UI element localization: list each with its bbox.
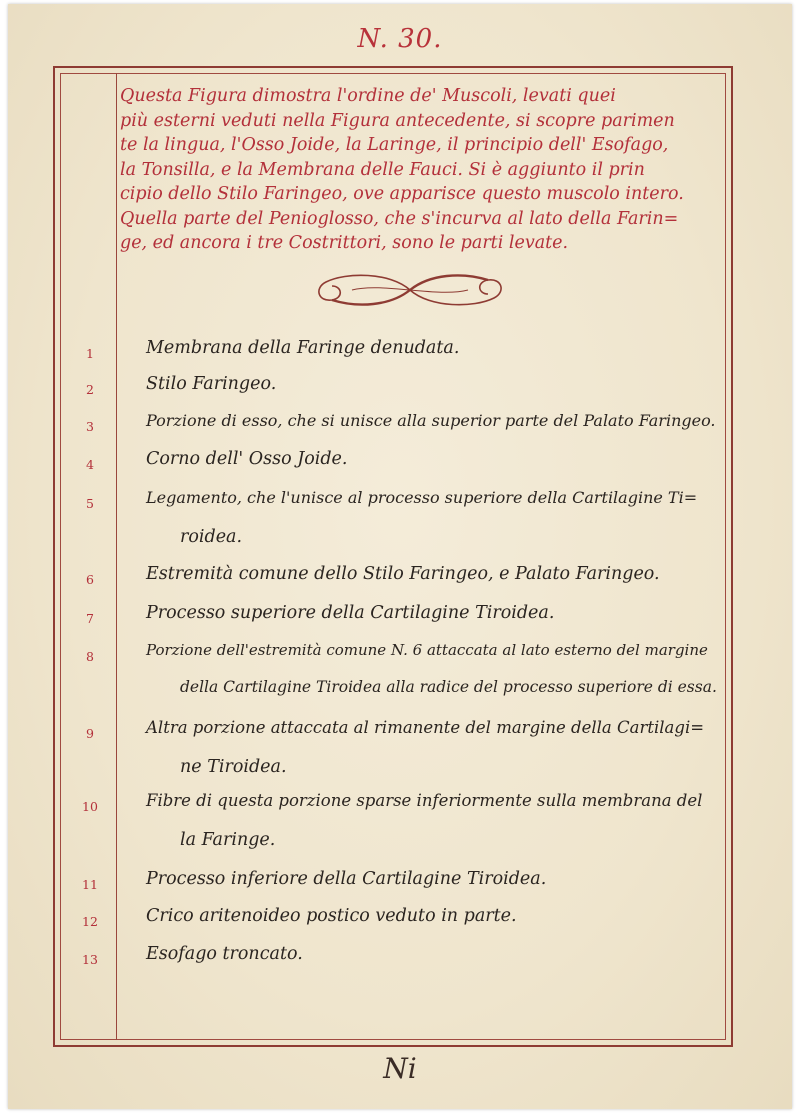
entry-text: Estremità comune dello Stilo Faringeo, e Palato Faringeo. <box>146 564 660 584</box>
entry-number: 4 <box>86 457 94 472</box>
entry-text-continuation: della Cartilagine Tiroidea alla radice del processo superiore di essa. <box>180 678 717 696</box>
description-line: la Tonsilla, e la Membrana delle Fauci. Si è aggiunto il prin <box>120 159 645 180</box>
entry-text: Legamento, che l'unisce al processo superiore della Cartilagine Ti= <box>146 488 698 507</box>
description-line: Questa Figura dimostra l'ordine de' Muscoli, levati quei <box>120 86 616 106</box>
catchword: Ni <box>383 1052 417 1085</box>
entry-text: Processo inferiore della Cartilagine Tiroidea. <box>146 869 547 889</box>
entry-number: 7 <box>86 611 94 626</box>
entry-text-continuation: la Faringe. <box>180 830 276 850</box>
entry-text: Processo superiore della Cartilagine Tiroidea. <box>146 603 555 623</box>
description-line: Quella parte del Penioglosso, che s'incurva al lato della Farin= <box>120 208 679 229</box>
entry-text: Porzione dell'estremità comune N. 6 attaccata al lato esterno del margine <box>146 641 708 659</box>
description-line: cipio dello Stilo Faringeo, ove apparisce questo muscolo intero. <box>120 184 684 204</box>
description-line: più esterni veduti nella Figura antecedente, si scopre parimen <box>120 110 675 131</box>
description-line: ge, ed ancora i tre Costrittori, sono le parti levate. <box>120 233 569 253</box>
description-line: te la lingua, l'Osso Joide, la Laringe, il principio dell' Esofago, <box>120 135 669 155</box>
entry-text-continuation: roidea. <box>180 527 243 547</box>
entry-number: 2 <box>86 382 94 397</box>
entry-text: Altra porzione attaccata al rimanente del margine della Cartilagi= <box>146 718 705 737</box>
entry-text-continuation: ne Tiroidea. <box>180 757 287 777</box>
entry-number: 5 <box>86 496 94 511</box>
entry-number: 8 <box>86 649 94 664</box>
entry-text: Stilo Faringeo. <box>146 374 277 394</box>
entry-text: Membrana della Faringe denudata. <box>146 338 460 358</box>
entry-text: Porzione di esso, che si unisce alla superior parte del Palato Faringeo. <box>146 411 716 430</box>
entry-number: 1 <box>86 346 94 361</box>
folio-number: N. 30. <box>357 24 443 54</box>
entry-number: 11 <box>82 877 98 892</box>
entry-text: Crico aritenoideo postico veduto in parte. <box>146 906 517 926</box>
entry-text: Corno dell' Osso Joide. <box>146 449 348 469</box>
entry-number: 10 <box>82 799 98 814</box>
entry-number: 13 <box>82 952 98 967</box>
entry-text: Fibre di questa porzione sparse inferiormente sulla membrana del <box>146 791 703 810</box>
entry-number: 3 <box>86 419 94 434</box>
entry-number: 9 <box>86 726 94 741</box>
entry-number: 12 <box>82 914 98 929</box>
entry-number: 6 <box>86 572 94 587</box>
entry-text: Esofago troncato. <box>146 944 303 964</box>
